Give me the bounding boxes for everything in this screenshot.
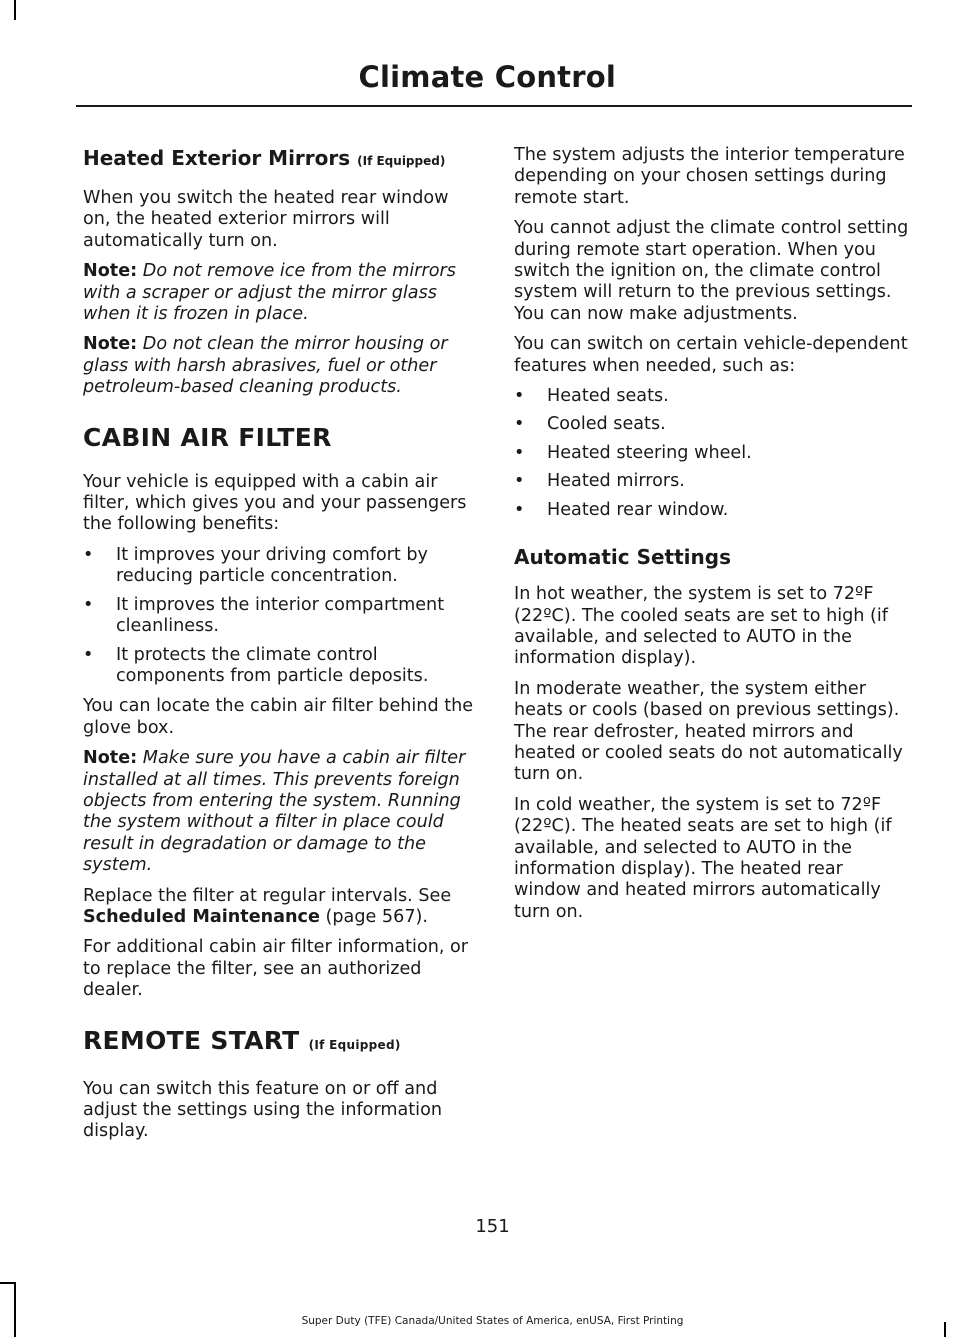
bullet: • [514, 442, 525, 463]
bullet: • [83, 594, 94, 615]
paragraph [83, 886, 475, 929]
bullet: • [514, 386, 525, 407]
page-title: Climate Control [358, 60, 616, 94]
crop-mark [14, 0, 16, 20]
list-item [514, 471, 912, 492]
paragraph: Your vehicle is equipped with a cabin air filter, which gives you and your passengers the following benefits: [83, 471, 467, 535]
header-divider [76, 105, 912, 107]
crop-mark [14, 1282, 16, 1337]
bullet: • [514, 471, 525, 492]
paragraph: The system adjusts the interior temperature depending on your chosen settings during remote start. [514, 145, 905, 208]
note-text: Do not remove ice from the mirrors with a scraper or adjust the mirror glass when it is frozen in place. [83, 261, 456, 325]
benefits-list [83, 545, 475, 687]
paragraph: In hot weather, the system is set to 72ºF (22ºC). The cooled seats are set to high (if available, and selected to AUTO in the information display). [514, 584, 888, 669]
list-item-text: Heated seats. [547, 386, 669, 407]
heading-text: REMOTE START [83, 1025, 300, 1055]
paragraph: In cold weather, the system is set to 72ºF (22ºC). The heated seats are set to high (if available, and selected to AUTO in the information display). The heated rear window and heated mirrors automatically turn on. [514, 794, 892, 922]
paragraph: You can locate the cabin air filter behind the glove box. [83, 696, 474, 738]
bullet: • [83, 544, 94, 565]
bullet: • [83, 644, 94, 665]
section-heading-heated-mirrors [83, 145, 475, 174]
list-item [83, 645, 475, 688]
paragraph: In moderate weather, the system either heats or cools (based on previous settings). The rear defroster, heated mirrors and heated or cooled seats do not automatically turn on. [514, 678, 903, 785]
list-item-text: It improves the interior compartment cleanliness. [116, 594, 445, 637]
note-label: Note: [83, 261, 138, 282]
note [83, 748, 475, 876]
list-item [514, 386, 912, 407]
list-item-text: Heated steering wheel. [547, 442, 752, 463]
note [83, 334, 475, 398]
paragraph: You can switch on certain vehicle-dependent features when needed, such as: [514, 334, 908, 376]
crop-mark [0, 1282, 16, 1284]
list-item-text: Cooled seats. [547, 414, 666, 435]
list-item [514, 414, 912, 435]
heading-suffix: (If Equipped) [357, 154, 446, 168]
paragraph: You cannot adjust the climate control setting during remote start operation. When you switch the ignition on, the climate control system will return to the previous settings. You can now make adjustments. [514, 218, 909, 324]
list-item-text: It protects the climate control components from particle deposits. [116, 644, 429, 686]
list-item-text: It improves your driving comfort by reducing particle concentration. [116, 544, 428, 587]
bullet: • [514, 414, 525, 435]
heading-suffix: (If Equipped) [308, 1037, 401, 1052]
note-text: Do not clean the mirror housing or glass with harsh abrasives, fuel or other petroleum-based cleaning products. [83, 334, 448, 398]
features-list [514, 386, 912, 521]
list-item [514, 443, 912, 464]
list-item-text: Heated rear window. [547, 499, 729, 520]
note-text: Make sure you have a cabin air filter installed at all times. This prevents foreign objects from entering the system. Running the system without a filter in place could result in degradation or damage to the system. [83, 748, 466, 876]
paragraph: When you switch the heated rear window on, the heated exterior mirrors will automatically turn on. [83, 188, 449, 251]
section-heading-automatic-settings: Automatic Settings [514, 545, 731, 570]
list-item [83, 595, 475, 638]
section-heading-cabin-air-filter: CABIN AIR FILTER [83, 422, 332, 452]
list-item [514, 500, 912, 521]
bullet: • [514, 499, 525, 520]
page-number: 151 [475, 1216, 510, 1237]
note-label: Note: [83, 748, 138, 769]
left-column [83, 145, 475, 1152]
list-item [83, 545, 475, 588]
right-column [514, 145, 912, 932]
section-heading-remote-start [83, 1025, 475, 1061]
paragraph: You can switch this feature on or off and adjust the settings using the information display. [83, 1078, 442, 1142]
heading-text: Heated Exterior Mirrors [83, 146, 351, 170]
note [83, 261, 475, 325]
paragraph: For additional cabin air filter information, or to replace the filter, see an authorized dealer. [83, 937, 469, 1001]
text: Replace the filter at regular intervals. See [83, 885, 452, 906]
page-reference: (page 567). [319, 906, 428, 927]
scheduled-maintenance-link[interactable]: Scheduled Maintenance [83, 906, 320, 927]
list-item-text: Heated mirrors. [547, 471, 685, 492]
footer-text: Super Duty (TFE) Canada/United States of America, enUSA, First Printing [301, 1315, 684, 1327]
note-label: Note: [83, 334, 138, 355]
